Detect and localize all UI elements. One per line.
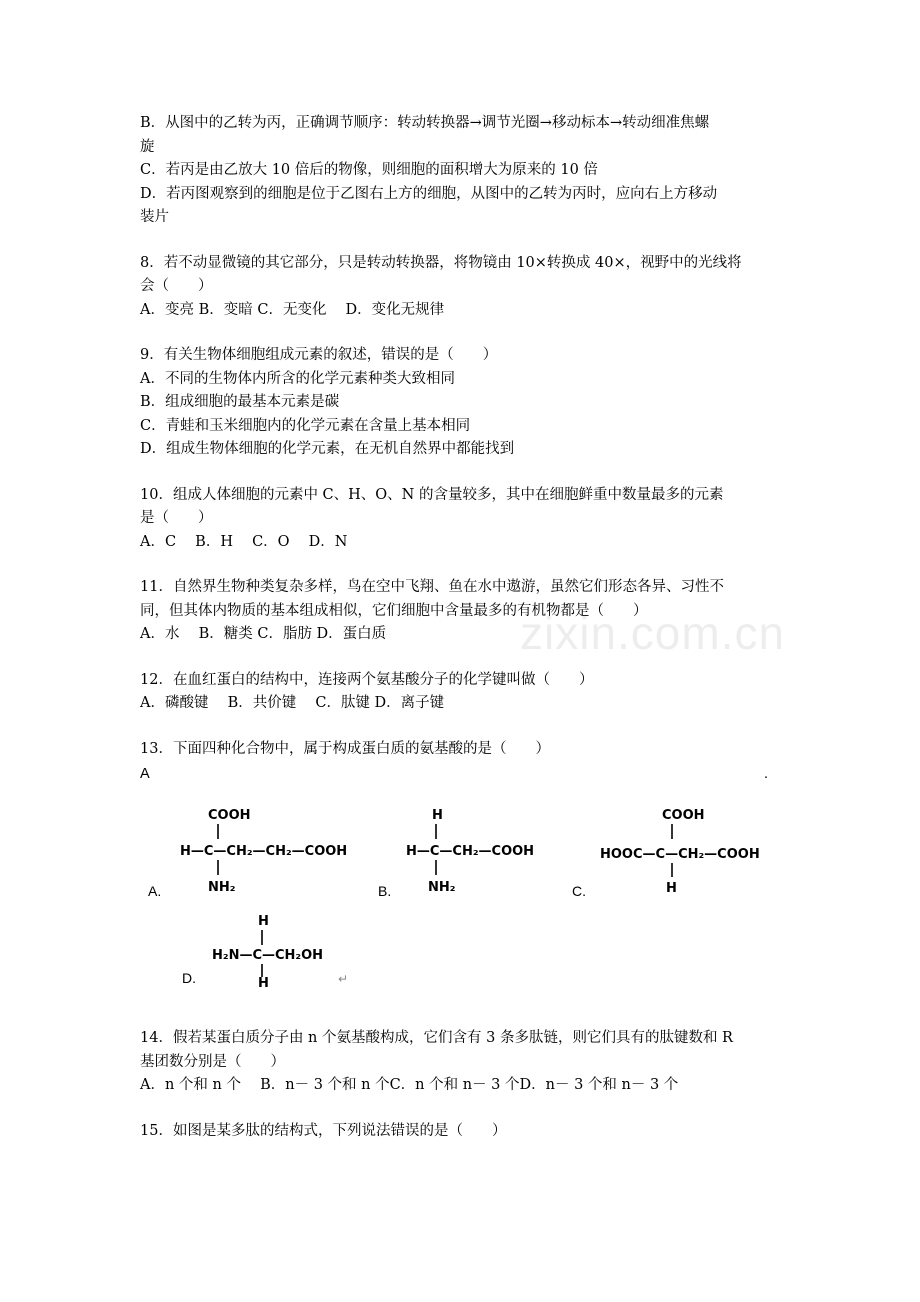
question-13 <box>140 738 790 988</box>
structure-d-h-top: H <box>258 914 269 929</box>
structure-c <box>572 808 760 899</box>
structure-a-chain: H—C—CH₂—CH₂—COOH <box>180 844 348 859</box>
question-stem: 12．在血红蛋白的结构中，连接两个氨基酸分子的化学键叫做（ ） <box>140 671 594 688</box>
question-stem: 11．自然界生物种类复杂多样，鸟在空中飞翔、鱼在水中遨游，虽然它们形态各异、习性不 <box>140 579 724 595</box>
question-stem-continued: 基团数分别是（ ） <box>140 1053 285 1070</box>
question-15 <box>140 1120 790 1144</box>
return-mark-icon: ↵ <box>338 972 349 986</box>
structure-c-label: C. <box>572 883 586 899</box>
structure-a-nh2: NH₂ <box>208 880 236 895</box>
structure-b <box>378 808 534 899</box>
row-label-dot: . <box>764 766 769 782</box>
amino-acid-structures <box>140 791 790 987</box>
question-stem-continued: 同，但其体内物质的基本组成相似，它们细胞中含量最多的有机物都是（ ） <box>140 602 648 619</box>
question-stem-continued: 会（ ） <box>140 278 213 294</box>
watermark: zixin.com.cn <box>520 607 786 659</box>
question-12 <box>140 669 790 716</box>
structure-b-h: H <box>432 808 443 823</box>
question-10 <box>140 484 790 555</box>
question-options: A．磷酸键 B．共价键 C．肽键 D．离子键 <box>140 695 445 711</box>
question-stem-continued: 是（ ） <box>140 510 213 526</box>
question-options: A．变亮 B．变暗 C．无变化 D．变化无规律 <box>140 301 445 318</box>
option-c: C．青蛙和玉米细胞内的化学元素在含量上基本相同 <box>140 417 471 434</box>
question-stem: 13．下面四种化合物中，属于构成蛋白质的氨基酸的是（ ） <box>140 740 550 757</box>
question-9 <box>140 344 790 462</box>
option-b: B．组成细胞的最基本元素是碳 <box>140 394 340 410</box>
option-c: C．若丙是由乙放大 10 倍后的物像，则细胞的面积增大为原来的 10 倍 <box>140 162 598 178</box>
structure-a-cooh: COOH <box>208 808 251 823</box>
document-page <box>140 112 790 1143</box>
question-8 <box>140 252 790 323</box>
option-d: D．若丙图观察到的细胞是位于乙图右上方的细胞，从图中的乙转为丙时，应向右上方移动 <box>140 185 718 202</box>
question-options: A．C B．H C．O D．N <box>140 533 348 550</box>
structure-row-label <box>140 763 790 785</box>
question-14 <box>140 1027 790 1098</box>
structure-b-chain: H—C—CH₂—COOH <box>406 844 535 859</box>
question-stem: 15．如图是某多肽的结构式，下列说法错误的是（ ） <box>140 1122 507 1139</box>
question-stem: 8．若不动显微镜的其它部分，只是转动转换器，将物镜由 10×转换成 40×，视野中的光线将 <box>140 254 742 271</box>
question-11 <box>140 576 790 647</box>
structure-c-chain: HOOC—C—CH₂—COOH <box>600 847 760 862</box>
option-b: B．从图中的乙转为丙，正确调节顺序：转动转换器→调节光圈→移动标本→转动细准焦螺 <box>140 115 710 131</box>
structure-b-nh2: NH₂ <box>428 880 456 895</box>
option-d: D．组成生物体细胞的化学元素，在无机自然界中都能找到 <box>140 441 515 457</box>
structures-figure <box>136 791 796 987</box>
structure-c-h: H <box>666 881 677 896</box>
option-b-continued: 旋 <box>140 138 155 155</box>
option-d-continued: 装片 <box>140 209 169 225</box>
question-stem: 10．组成人体细胞的元素中 C、H、O、N 的含量较多，其中在细胞鲜重中数量最多的元素 <box>140 486 724 503</box>
structure-d-chain: H₂N—C—CH₂OH <box>212 948 324 963</box>
structure-b-label: B. <box>378 883 392 899</box>
structure-d-h-bottom: H <box>258 976 269 987</box>
structure-d-label: D. <box>182 970 196 986</box>
structure-c-cooh: COOH <box>662 808 705 823</box>
question-stem: 9．有关生物体细胞组成元素的叙述，错误的是（ ） <box>140 347 498 363</box>
row-label-a: A <box>140 766 150 782</box>
structure-d <box>182 914 348 987</box>
question-options: A．水 B．糖类 C．脂肪 D．蛋白质 <box>140 626 387 642</box>
question-stem: 14．假若某蛋白质分子由 n 个氨基酸构成，它们含有 3 条多肽链，则它们具有的肽键数和 R <box>140 1030 733 1046</box>
question-7-options <box>140 112 790 230</box>
structure-a-label: A. <box>148 883 162 899</box>
structure-a <box>148 808 347 899</box>
option-a: A．不同的生物体内所含的化学元素种类大致相同 <box>140 370 455 387</box>
question-options: A．n 个和 n 个 B．n－ 3 个和 n 个C．n 个和 n－ 3 个D．n－ 3 个和 n－ 3 个 <box>140 1077 679 1093</box>
